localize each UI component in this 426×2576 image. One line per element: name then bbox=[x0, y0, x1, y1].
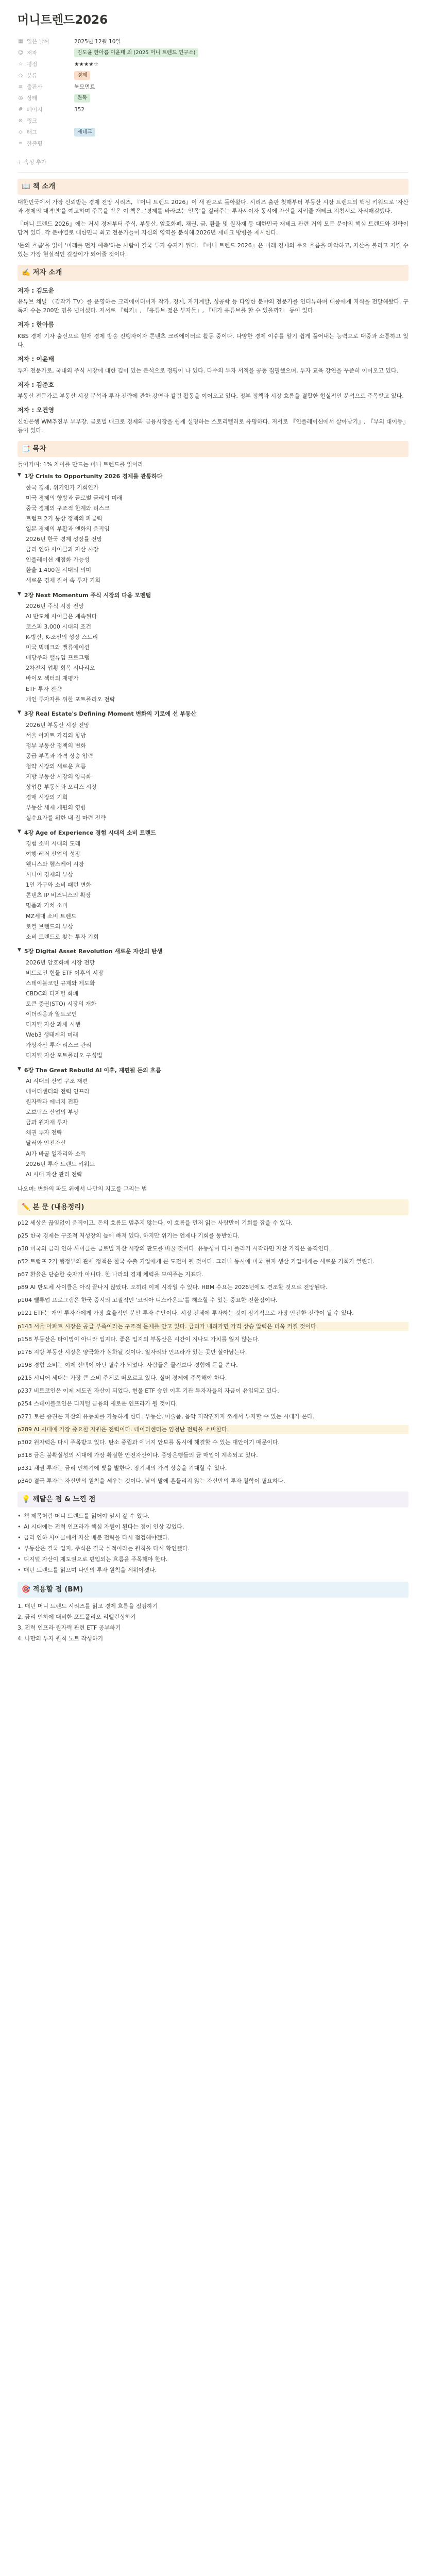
preface-paragraph: 대한민국에서 가장 신뢰받는 경제 전망 시리즈, 『머니 트렌드 2026』이 새 판으로 돌아왔다. 시리즈 출판 첫해부터 부동산 시장 트렌드의 핵심 키워드로 '자산과 경제의 대격변'을 예고하며 주목을 받은 이 책은, '경제를 바라보는 안목'을 길러주는 투자서이자 동시에 자산을 지켜줄 재테크 지침서로 자리매김했다. bbox=[18, 198, 408, 214]
property-row[interactable] bbox=[18, 59, 408, 70]
property-value-text: ★★★★☆ bbox=[74, 61, 99, 67]
divider bbox=[18, 172, 408, 173]
toc-chapter[interactable] bbox=[18, 472, 408, 586]
toc-chapter[interactable] bbox=[18, 709, 408, 823]
quote-paragraph: p215 시니어 세대는 가장 큰 소비 주체로 떠오르고 있다. 실버 경제에 주목해야 한다. bbox=[18, 1374, 227, 1381]
authors-body bbox=[18, 286, 408, 435]
toc-chapter-title: 3장 Real Estate's Defining Moment 변화의 기로에 선 부동산 bbox=[24, 710, 197, 718]
toc-item: 2026년 한국 경제 성장률 전망 bbox=[26, 535, 103, 543]
quote-paragraph: p254 스테이블코인은 디지털 금융의 새로운 인프라가 될 것이다. bbox=[18, 1400, 178, 1407]
toggle-triangle-icon[interactable]: ▼ bbox=[18, 710, 21, 716]
toc-item: 새로운 경제 질서 속 투자 기회 bbox=[26, 577, 100, 584]
toggle-triangle-icon[interactable]: ▼ bbox=[18, 947, 21, 953]
preface-paragraph: 『머니 트렌드 2026』에는 거시 경제부터 주식, 부동산, 암호화폐, 채권, 금, 환율 및 원자재 등 대한민국 재테크 관련 거의 모든 분야의 핵심 트렌드와 전략이 담겨 있다. 각 분야별로 대한민국 최고 전문가들이 자신의 영역을 분석해 2026년 재테크 방향을 제시한다. bbox=[18, 220, 408, 236]
section-heading-insights[interactable]: 💡 깨달은 점 & 느낀 점 bbox=[18, 1492, 408, 1507]
person-icon: ☺ bbox=[18, 49, 24, 56]
property-row[interactable] bbox=[18, 127, 408, 138]
property-key bbox=[18, 49, 74, 57]
quote-paragraph: p104 밸류업 프로그램은 한국 증시의 고질적인 '코리아 디스카운트'를 해소할 수 있는 중요한 전환점이다. bbox=[18, 1297, 278, 1304]
property-key-label: 페이지 bbox=[27, 106, 43, 113]
quote-paragraph: p237 비트코인은 이제 제도권 자산이 되었다. 현물 ETF 승인 이후 기관 투자자들의 자금이 유입되고 있다. bbox=[18, 1387, 279, 1394]
property-row[interactable] bbox=[18, 81, 408, 93]
property-key-label: 상태 bbox=[27, 95, 38, 101]
quote-paragraph: p38 미국의 금리 인하 사이클은 글로벌 자산 시장의 판도를 바꿀 것이다. 유동성이 다시 풀리기 시작하면 자산 가격은 움직인다. bbox=[18, 1245, 331, 1252]
action-item: 2. 금리 인하에 대비한 포트폴리오 리밸런싱하기 bbox=[18, 1614, 136, 1621]
toc-chapter-items bbox=[18, 601, 408, 704]
property-key bbox=[18, 128, 74, 137]
toc-chapter-title: 5장 Digital Asset Revolution 새로운 자산의 탄생 bbox=[24, 948, 163, 955]
quote-paragraph: p302 원자력은 다시 주목받고 있다. 탄소 중립과 에너지 안보를 동시에 해결할 수 있는 대안이기 때문이다. bbox=[18, 1438, 280, 1446]
property-key bbox=[18, 94, 74, 103]
status-icon: ◎ bbox=[18, 95, 23, 101]
property-key bbox=[18, 106, 74, 114]
toc-chapter-head[interactable] bbox=[18, 947, 408, 956]
property-row[interactable] bbox=[18, 93, 408, 104]
toc-item: 상업용 부동산과 오피스 시장 bbox=[26, 783, 97, 790]
toc-item: 채권 투자 전략 bbox=[26, 1129, 62, 1137]
property-key-label: 평점 bbox=[27, 61, 38, 67]
property-key-label: 출판사 bbox=[27, 83, 43, 90]
toc-item: 미국 경제의 향방과 글로벌 금리의 미래 bbox=[26, 494, 123, 501]
toc-item: 명품과 가치 소비 bbox=[26, 902, 68, 909]
toc-item: 웰니스와 헬스케어 시장 bbox=[26, 861, 84, 868]
section-heading-quotes[interactable]: ✏️ 본 문 (내용정리) bbox=[18, 1199, 408, 1215]
insight-item: • AI 시대에는 전력 인프라가 핵심 자원이 된다는 점이 인상 깊었다. bbox=[18, 1521, 408, 1532]
toc-item: 공급 부족과 가격 상승 압력 bbox=[26, 752, 93, 759]
toc-item: 2026년 주식 시장 전망 bbox=[26, 603, 84, 610]
calendar-icon: ▦ bbox=[18, 38, 23, 44]
property-value[interactable] bbox=[74, 38, 408, 46]
toc-item: 로컬 브랜드의 부상 bbox=[26, 923, 74, 930]
toc-item: 데이터센터와 전력 인프라 bbox=[26, 1088, 90, 1095]
property-key-label: 분류 bbox=[27, 72, 38, 79]
toc-item: 환율 1,400원 시대의 의미 bbox=[26, 567, 91, 573]
toc-item: 일본 경제의 부활과 엔화의 움직임 bbox=[26, 525, 110, 532]
toc-item: CBDC와 디지털 화폐 bbox=[26, 990, 79, 997]
quote-paragraph: p143 서울 아파트 시장은 공급 부족이라는 구조적 문제를 안고 있다. 금리가 내려가면 가격 상승 압력은 더욱 커질 것이다. bbox=[18, 1322, 408, 1331]
insight-item: • 디지털 자산이 제도권으로 편입되는 흐름을 주목해야 한다. bbox=[18, 1554, 408, 1565]
quote-paragraph: p158 부동산은 타이밍이 아니라 입지다. 좋은 입지의 부동산은 시간이 지나도 가치를 잃지 않는다. bbox=[18, 1335, 260, 1343]
toggle-triangle-icon[interactable]: ▼ bbox=[18, 828, 21, 834]
toc-item: 시니어 경제의 부상 bbox=[26, 871, 74, 878]
toc-item: 토큰 증권(STO) 시장의 개화 bbox=[26, 1000, 97, 1007]
toc-chapter-head[interactable] bbox=[18, 1066, 408, 1075]
quote-paragraph: p289 AI 시대에 가장 중요한 자원은 전력이다. 데이터센터는 엄청난 전력을 소비한다. bbox=[18, 1425, 408, 1434]
insight-item: • 책 제목처럼 머니 트렌드를 읽어야 앞서 갈 수 있다. bbox=[18, 1511, 408, 1521]
quotes-body bbox=[18, 1218, 408, 1485]
property-row[interactable] bbox=[18, 47, 408, 59]
link-icon: ⊘ bbox=[18, 117, 23, 124]
insight-item: • 금리 인하 사이클에서 자산 배분 전략을 다시 점검해야겠다. bbox=[18, 1532, 408, 1543]
toc-item: 금리 인하 사이클과 자산 시장 bbox=[26, 546, 99, 553]
property-tag: 김도윤 한아름 이윤태 외 (2025 머니 트렌드 연구소) bbox=[74, 48, 198, 58]
toc-chapter-head[interactable] bbox=[18, 591, 408, 600]
quote-paragraph: p121 ETF는 개인 투자자에게 가장 효율적인 분산 투자 수단이다. 시장 전체에 투자하는 것이 장기적으로 가장 안전한 전략이 될 수 있다. bbox=[18, 1310, 354, 1317]
toc-item: 한국 경제, 위기인가 기회인가 bbox=[26, 484, 99, 491]
tag-icon: ◇ bbox=[19, 129, 23, 135]
toc-item: AI가 바꿀 일자리와 소득 bbox=[26, 1150, 86, 1157]
author-bio: KBS 경제 기자 출신으로 현재 경제 방송 진행자이자 콘텐츠 크리에이터로 활동 중이다. 다양한 경제 이슈를 알기 쉽게 풀어내는 능력으로 대중과 소통하고 있다. bbox=[18, 333, 408, 349]
author-bio: 유튜브 채널 〈김작가 TV〉를 운영하는 크리에이터이자 작가. 경제, 자기계발, 성공학 등 다양한 분야의 전문가를 인터뷰하며 대중에게 지식을 전달해왔다. 구독자 수는 200만 명을 넘어섰다. 저서로 『럭키』, 『유튜브 젊은 부자들』, 『내가 유튜브를 할 수 있을까?』 등이 있다. bbox=[18, 298, 408, 314]
toc-chapter-head[interactable] bbox=[18, 709, 408, 718]
quote-paragraph: p67 환율은 단순한 숫자가 아니다. 한 나라의 경제 체력을 보여주는 지표다. bbox=[18, 1271, 203, 1278]
toc-item: 개인 투자자를 위한 포트폴리오 전략 bbox=[26, 696, 115, 703]
toc-item: 부동산 세제 개편의 영향 bbox=[26, 804, 86, 811]
property-key-label: 태그 bbox=[27, 129, 38, 135]
toc-item: 미국 빅테크와 밸류에이션 bbox=[26, 644, 90, 651]
property-row[interactable] bbox=[18, 104, 408, 115]
action-item: 1. 매년 머니 트렌드 시리즈를 읽고 경제 흐름을 점검하기 bbox=[18, 1603, 158, 1610]
property-value-text: 2025년 12월 10일 bbox=[74, 38, 121, 45]
toc-item: 인플레이션 재점화 가능성 bbox=[26, 556, 90, 563]
toc-item: Web3 생태계의 미래 bbox=[26, 1031, 78, 1039]
property-key-label: 읽은 날짜 bbox=[27, 38, 49, 45]
property-key-label: 링크 bbox=[27, 117, 38, 124]
toc-item: 2026년 투자 트렌드 키워드 bbox=[26, 1160, 95, 1167]
property-key bbox=[18, 83, 74, 91]
toc-item: 중국 경제의 구조적 한계와 리스크 bbox=[26, 504, 110, 512]
property-key-label: 한줄평 bbox=[27, 140, 43, 147]
toc-item: 코스피 3,000 시대의 조건 bbox=[26, 623, 91, 631]
quote-paragraph: p318 금은 불확실성의 시대에 가장 확실한 안전자산이다. 중앙은행들의 금 매입이 계속되고 있다. bbox=[18, 1451, 258, 1459]
property-key bbox=[18, 38, 74, 46]
toc-item: AI 시대 자산 관리 전략 bbox=[26, 1171, 82, 1178]
author-name: 저자 : 이윤태 bbox=[18, 355, 55, 363]
property-value[interactable] bbox=[74, 71, 408, 80]
toc-chapter-items bbox=[18, 1076, 408, 1179]
insight-item: • 부동산은 결국 입지, 주식은 결국 실적이라는 원칙을 다시 확인했다. bbox=[18, 1543, 408, 1554]
toc-intro: 들어가며: 1% 차이를 만드는 머니 트렌드를 읽어라 bbox=[18, 461, 144, 468]
toc-item: 2차전지 업황 회복 시나리오 bbox=[26, 665, 95, 672]
toc-item: 바이오 섹터의 재평가 bbox=[26, 675, 79, 682]
author-bio: 투자 전문가로, 국내외 주식 시장에 대한 깊이 있는 분석으로 정평이 나 있다. 다수의 투자 서적을 공동 집필했으며, 투자 교육 강연을 꾸준히 이어오고 있다. bbox=[18, 367, 399, 374]
toc-item: 여행·레저 산업의 성장 bbox=[26, 851, 81, 858]
quote-paragraph: p25 한국 경제는 구조적 저성장의 늪에 빠져 있다. 하지만 위기는 언제나 기회를 동반한다. bbox=[18, 1232, 240, 1240]
toc-chapter[interactable] bbox=[18, 947, 408, 1061]
toc-item: AI 반도체 사이클은 계속된다 bbox=[26, 613, 97, 620]
preface-body bbox=[18, 198, 408, 259]
quote-paragraph: p52 트럼프 2기 행정부의 관세 정책은 한국 수출 기업에게 큰 도전이 될 것이다. 그러나 동시에 미국 현지 생산 기업에게는 새로운 기회가 열린다. bbox=[18, 1258, 374, 1265]
toc-item: 경매 시장의 기회 bbox=[26, 793, 68, 801]
action-item: 4. 나만의 투자 원칙 노트 작성하기 bbox=[18, 1635, 104, 1642]
author-name: 저자 : 김준호 bbox=[18, 381, 55, 388]
toc-item: 달러와 안전자산 bbox=[26, 1140, 66, 1147]
toc-body bbox=[18, 472, 408, 1179]
section-heading-preface[interactable]: 📖 책 소개 bbox=[18, 179, 408, 195]
property-value[interactable] bbox=[74, 128, 408, 137]
toc-item: K-방산, K-조선의 성장 스토리 bbox=[26, 634, 98, 641]
toggle-triangle-icon[interactable]: ▼ bbox=[18, 591, 21, 597]
property-key-label: 저자 bbox=[27, 49, 38, 56]
toc-item: 스테이블코인 규제와 제도화 bbox=[26, 979, 95, 987]
quote-paragraph: p271 토큰 증권은 자산의 유동화를 가능하게 한다. 부동산, 미술품, 음악 저작권까지 쪼개서 투자할 수 있는 시대가 온다. bbox=[18, 1413, 315, 1420]
toc-item: 2026년 부동산 시장 전망 bbox=[26, 721, 90, 728]
toc-item: 이더리움과 알트코인 bbox=[26, 1010, 77, 1018]
section-heading-toc[interactable]: 📑 목차 bbox=[18, 441, 408, 457]
property-tag: 완독 bbox=[74, 94, 90, 103]
property-row[interactable] bbox=[18, 70, 408, 81]
toc-chapter-title: 2장 Next Momentum 주식 시장의 다음 모멘텀 bbox=[24, 591, 151, 599]
toc-chapter-title: 1장 Crisis to Opportunity 2026 경제를 관통하다 bbox=[24, 473, 163, 480]
toc-item: 경험 소비 시대의 도래 bbox=[26, 840, 81, 848]
section-heading-authors[interactable]: ✍️ 저자 소개 bbox=[18, 265, 408, 281]
quote-paragraph: p89 AI 반도체 사이클은 아직 끝나지 않았다. 오히려 이제 시작일 수 있다. HBM 수요는 2026년에도 견조할 것으로 전망된다. bbox=[18, 1284, 328, 1291]
toc-item: 가상자산 투자 리스크 관리 bbox=[26, 1042, 92, 1049]
toc-item: 디지털 자산 과세 시행 bbox=[26, 1021, 81, 1028]
author-name: 저자 : 김도윤 bbox=[18, 286, 55, 294]
author-bio: 부동산 전문가로 부동산 시장 분석과 투자 전략에 관한 강연과 칼럼 활동을 이어오고 있다. 정부 정책과 시장 흐름을 결합한 현실적인 분석으로 주목받고 있다. bbox=[18, 393, 404, 400]
property-row[interactable] bbox=[18, 36, 408, 47]
property-key bbox=[18, 117, 74, 125]
toc-chapter[interactable] bbox=[18, 828, 408, 942]
insights-list bbox=[18, 1511, 408, 1575]
add-property-button[interactable]: + 속성 추가 bbox=[18, 159, 47, 165]
toc-item: 로보틱스 산업의 부상 bbox=[26, 1109, 79, 1116]
toc-item: 실수요자를 위한 내 집 마련 전략 bbox=[26, 815, 106, 822]
toc-item: 원자력과 에너지 전환 bbox=[26, 1098, 79, 1106]
quote-paragraph: p340 결국 투자는 자신만의 원칙을 세우는 것이다. 남의 말에 흔들리지 않는 자신만의 투자 철학이 필요하다. bbox=[18, 1478, 285, 1485]
toc-item: 1인 가구와 소비 패턴 변화 bbox=[26, 882, 92, 889]
toc-chapter[interactable] bbox=[18, 591, 408, 705]
properties-panel bbox=[18, 36, 408, 149]
toc-chapter-head[interactable] bbox=[18, 472, 408, 481]
quote-paragraph: p331 채권 투자는 금리 인하기에 빛을 발한다. 장기채의 가격 상승을 기대할 수 있다. bbox=[18, 1465, 227, 1472]
property-key bbox=[18, 72, 74, 80]
toc-item: 지방 부동산 시장의 양극화 bbox=[26, 773, 92, 780]
toggle-triangle-icon[interactable]: ▼ bbox=[18, 472, 21, 478]
toc-chapter-items bbox=[18, 482, 408, 585]
toc-item: 콘텐츠 IP 비즈니스의 확장 bbox=[26, 892, 91, 899]
preface-paragraph: '돈의 흐름'을 읽어 '미래를 먼저 예측'하는 사람이 결국 투자 승자가 된다. 『머니 트렌드 2026』은 미래 경제의 주요 흐름을 파악하고, 자산을 불리고 지킬 수 있는 가장 현실적인 길잡이가 되어줄 것이다. bbox=[18, 242, 408, 258]
toc-item: 금과 원자재 투자 bbox=[26, 1119, 68, 1126]
toc-item: 소비 트렌드로 찾는 투자 기회 bbox=[26, 933, 99, 940]
property-key bbox=[18, 60, 74, 69]
quote-paragraph: p176 지방 부동산 시장은 양극화가 심화될 것이다. 일자리와 인프라가 있는 곳만 살아남는다. bbox=[18, 1348, 247, 1355]
toc-chapter-items bbox=[18, 957, 408, 1060]
toc-item: 트럼프 2기 통상 정책의 파급력 bbox=[26, 515, 103, 522]
insight-item: • 매년 트렌드를 읽으며 나만의 투자 원칙을 세워야겠다. bbox=[18, 1565, 408, 1575]
toc-item: AI 시대의 산업 구조 재편 bbox=[26, 1078, 88, 1085]
toc-item: ETF 투자 전략 bbox=[26, 685, 62, 692]
author-name: 저자 : 한아름 bbox=[18, 321, 55, 329]
property-value[interactable] bbox=[74, 94, 408, 103]
quote-paragraph: p198 경험 소비는 이제 선택이 아닌 필수가 되었다. 사람들은 물건보다 경험에 돈을 쓴다. bbox=[18, 1361, 238, 1368]
toc-chapter-items bbox=[18, 720, 408, 823]
property-row[interactable] bbox=[18, 138, 408, 149]
toc-item: 배당주와 밸류업 프로그램 bbox=[26, 654, 90, 662]
toggle-triangle-icon[interactable]: ▼ bbox=[18, 1066, 21, 1072]
hash-icon: # bbox=[18, 106, 23, 112]
property-tag: 경제 bbox=[74, 71, 90, 80]
toc-outro: 나오며: 변화의 파도 위에서 나만의 지도를 그리는 법 bbox=[18, 1185, 147, 1193]
property-tag: 재테크 bbox=[74, 128, 95, 137]
property-value[interactable] bbox=[74, 48, 408, 58]
toc-item: 2026년 암호화폐 시장 전망 bbox=[26, 959, 95, 966]
property-value[interactable] bbox=[74, 106, 408, 114]
property-value-text: 북모먼트 bbox=[74, 83, 95, 90]
toc-chapter-title: 4장 Age of Experience 경험 시대의 소비 트렌드 bbox=[24, 829, 156, 836]
toc-item: 청약 시장의 새로운 흐름 bbox=[26, 762, 86, 770]
author-name: 저자 : 오건영 bbox=[18, 406, 55, 414]
toc-item: MZ세대 소비 트렌드 bbox=[26, 912, 77, 920]
toc-item: 비트코인 현물 ETF 이후의 시장 bbox=[26, 969, 104, 976]
property-value[interactable] bbox=[74, 60, 408, 69]
star-icon: ☆ bbox=[18, 61, 23, 67]
toc-chapter-head[interactable] bbox=[18, 828, 408, 837]
page-title[interactable]: 머니트렌드2026 bbox=[18, 13, 108, 27]
toc-item: 디지털 자산 포트폴리오 구성법 bbox=[26, 1052, 103, 1059]
toc-item: 서울 아파트 가격의 향방 bbox=[26, 732, 86, 739]
toc-item: 정부 부동산 정책의 변화 bbox=[26, 742, 86, 749]
text-icon: ≡ bbox=[18, 140, 23, 146]
property-value-text: 352 bbox=[74, 106, 85, 113]
toc-chapter-title: 6장 The Great Rebuild AI 이후, 재편될 돈의 흐름 bbox=[24, 1066, 161, 1074]
actions-list bbox=[18, 1601, 408, 1644]
list-icon: ≡ bbox=[18, 83, 23, 90]
property-key bbox=[18, 140, 74, 148]
toc-chapter[interactable] bbox=[18, 1066, 408, 1180]
toc-chapter-items bbox=[18, 839, 408, 942]
quote-paragraph: p12 세상은 끊임없이 움직이고, 돈의 흐름도 멈추지 않는다. 이 흐름을 먼저 읽는 사람만이 기회를 잡을 수 있다. bbox=[18, 1219, 293, 1227]
author-bio: 신한은행 WM추진부 부부장. 글로벌 매크로 경제와 금융시장을 쉽게 설명하는 스토리텔러로 유명하다. 저서로 『인플레이션에서 살아남기』, 『부의 대이동』 등이 있다. bbox=[18, 418, 408, 434]
section-heading-actions[interactable]: 🎯 적용할 점 (BM) bbox=[18, 1582, 408, 1598]
property-value[interactable] bbox=[74, 83, 408, 91]
tag-icon: ◇ bbox=[19, 72, 23, 78]
property-row[interactable] bbox=[18, 115, 408, 127]
action-item: 3. 전력 인프라·원자력 관련 ETF 공부하기 bbox=[18, 1624, 121, 1632]
